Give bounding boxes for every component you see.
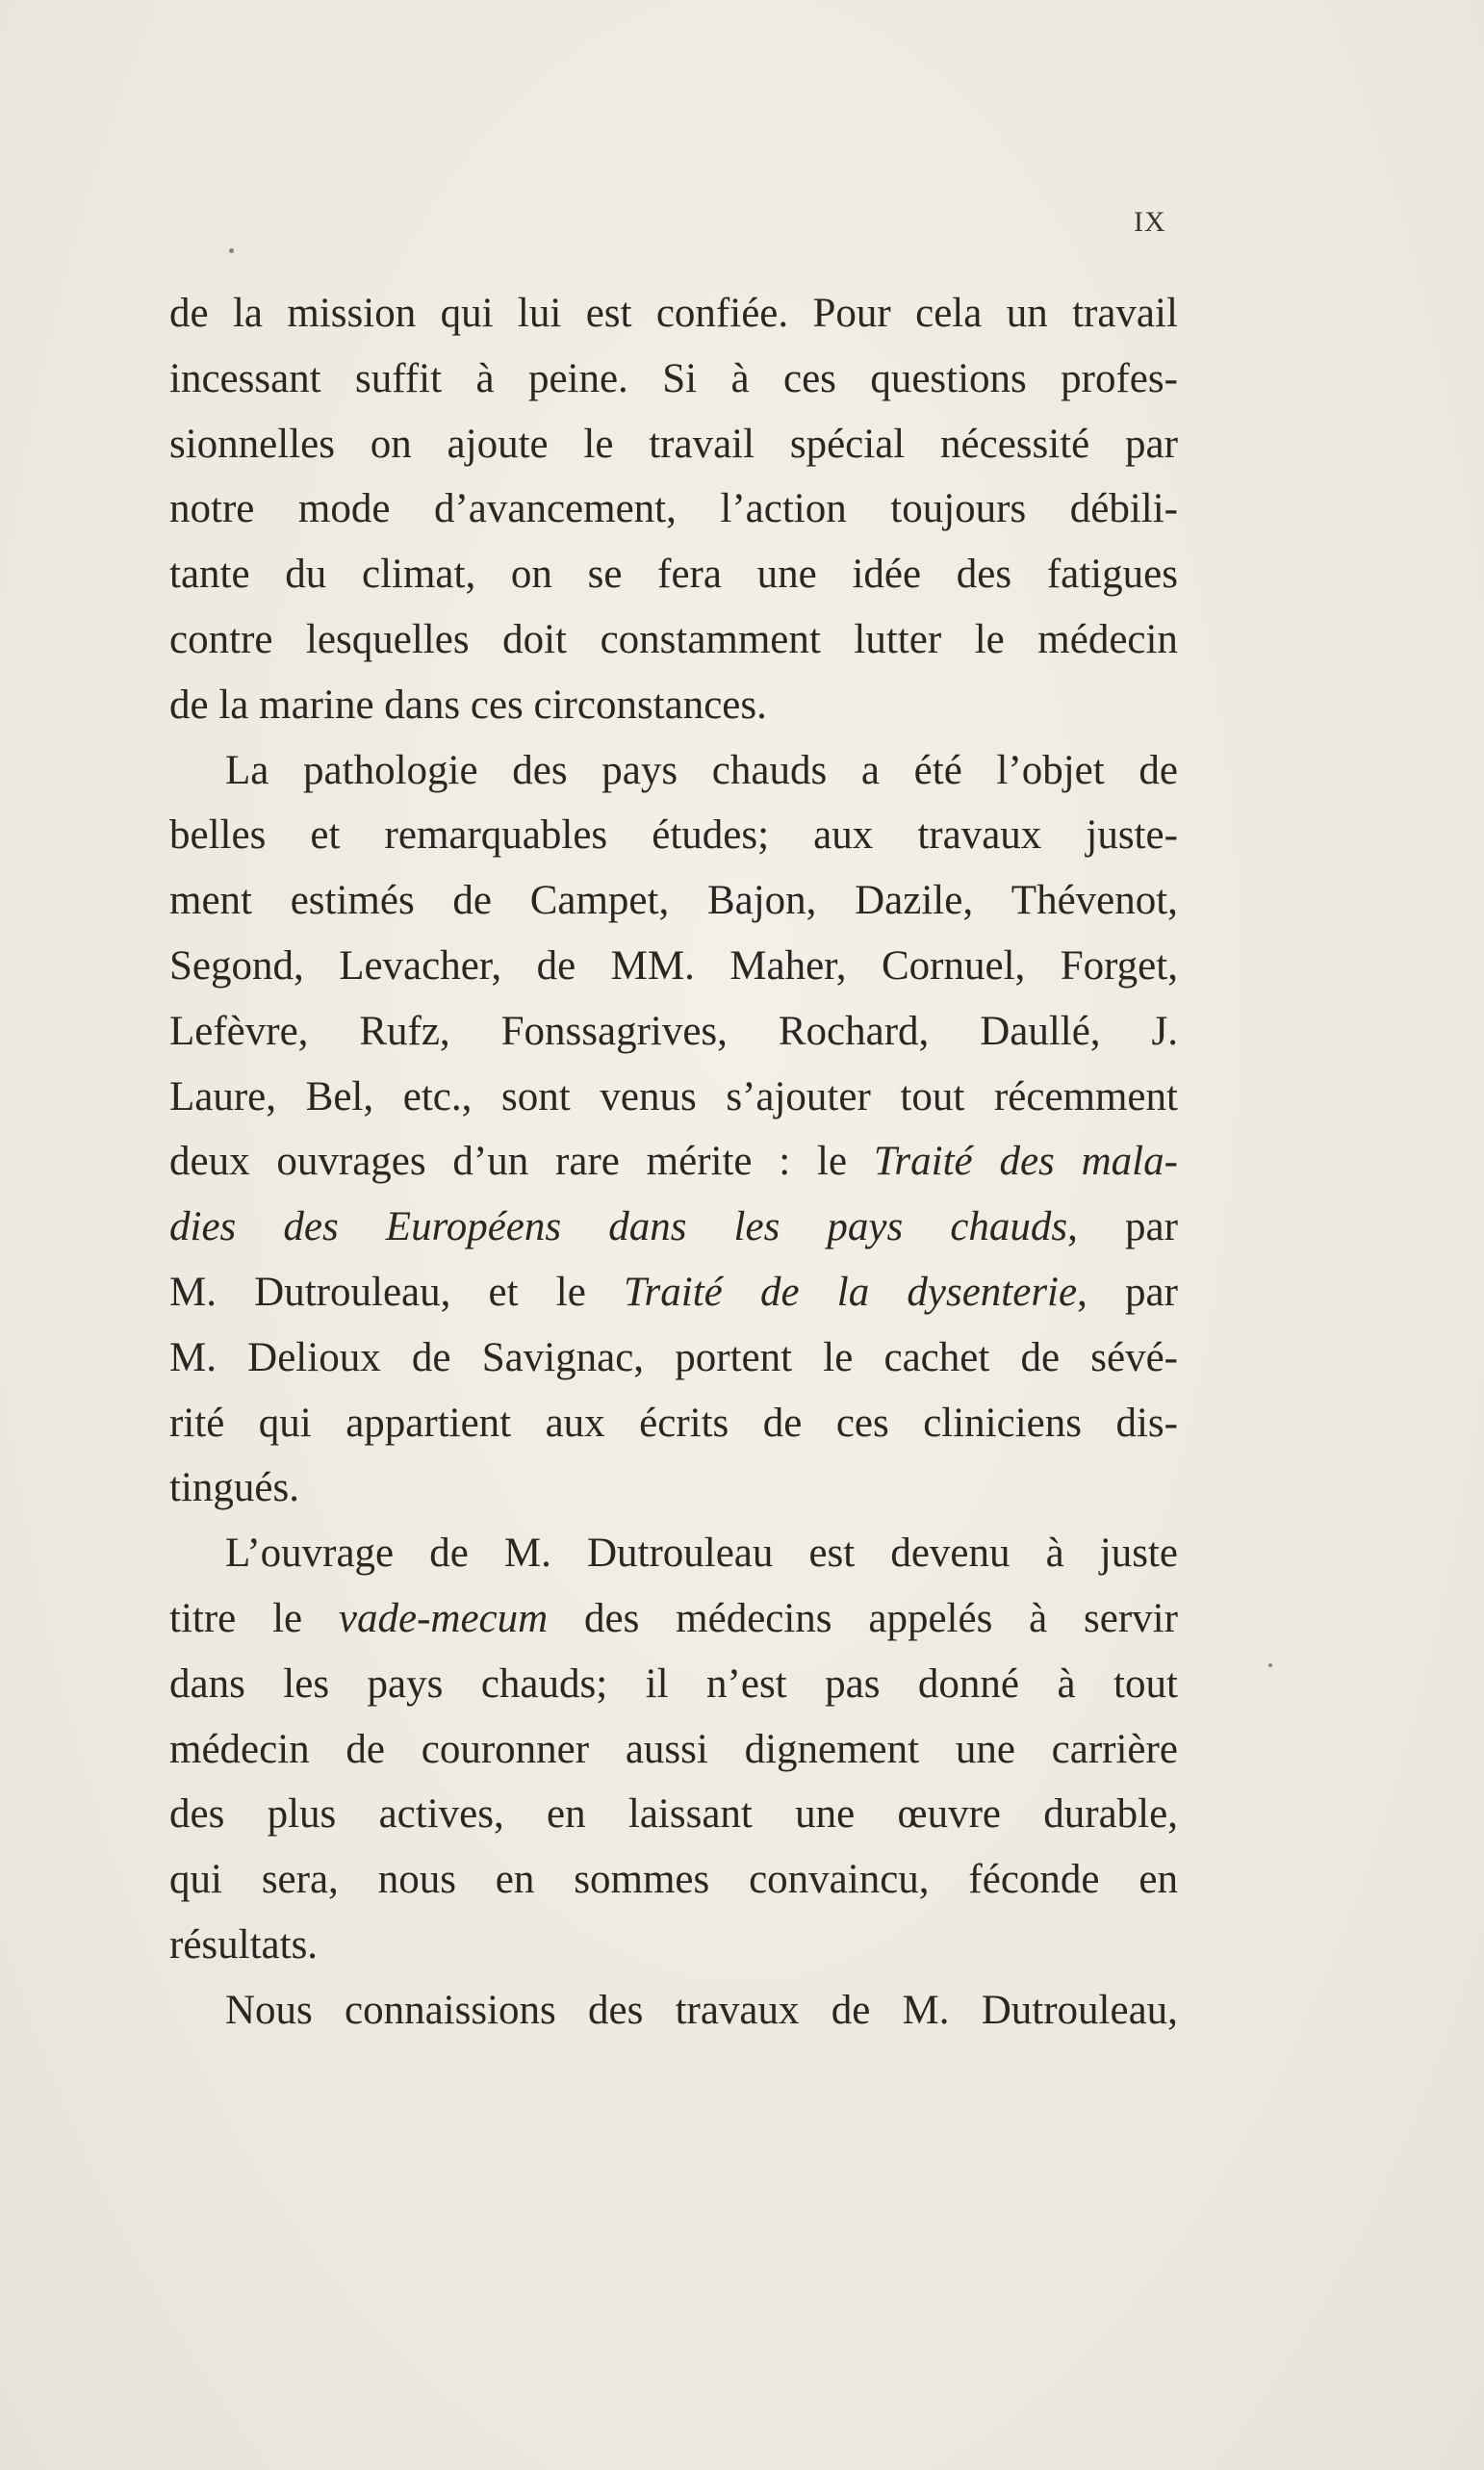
text-line — [169, 1913, 1178, 1978]
word: Savignac, — [481, 1334, 645, 1380]
word: l’action — [720, 486, 847, 532]
body-text — [169, 281, 1178, 2044]
word: pays — [601, 747, 678, 793]
word: du — [285, 552, 327, 598]
word: de — [411, 1334, 451, 1380]
text-line — [169, 1065, 1178, 1130]
word: Européens — [385, 1204, 562, 1250]
text-line — [169, 1129, 1178, 1195]
word: travail — [1072, 291, 1178, 336]
word: sionnelles — [169, 421, 335, 467]
word: Lefèvre, — [169, 1008, 309, 1054]
word: aussi — [625, 1726, 708, 1772]
paper-speck — [229, 248, 234, 253]
word: dans — [384, 682, 461, 728]
word: incessant — [169, 355, 321, 401]
word: Laure, — [169, 1073, 277, 1119]
word: des — [999, 1139, 1055, 1185]
word: été — [913, 747, 962, 793]
word: Levacher, — [339, 942, 502, 989]
page-number: IX — [1134, 206, 1166, 238]
word: chauds — [711, 747, 828, 793]
word: ces — [835, 1400, 889, 1446]
word: se — [587, 552, 623, 598]
word: circonstances. — [533, 682, 767, 728]
text-line — [169, 1782, 1178, 1847]
word: Rufz, — [359, 1008, 450, 1054]
word: Fonssagrives, — [500, 1008, 728, 1054]
word: chauds, — [950, 1204, 1078, 1250]
word: études; — [652, 812, 770, 859]
word: juste — [1099, 1531, 1178, 1577]
text-line — [169, 803, 1178, 868]
word: Thévenot, — [1011, 878, 1178, 924]
word: Campet, — [529, 878, 670, 924]
word: la — [232, 291, 264, 336]
word: des — [169, 1791, 225, 1838]
word: sont — [501, 1073, 571, 1119]
word: féconde — [968, 1857, 1100, 1903]
word: le — [974, 616, 1005, 662]
word: est — [585, 291, 632, 336]
word: juste- — [1086, 812, 1178, 859]
word: écrits — [639, 1400, 729, 1446]
word: mission — [287, 291, 417, 336]
word: de — [831, 1987, 871, 2033]
word: qui — [440, 291, 494, 336]
word: pas — [825, 1660, 881, 1707]
word: Pour — [812, 291, 891, 336]
word: pathologie — [303, 747, 478, 793]
word: tout — [900, 1073, 965, 1119]
word: les — [733, 1204, 780, 1250]
word: connaissions — [345, 1987, 556, 2033]
word: ouvrages — [276, 1139, 426, 1185]
word: le — [272, 1595, 303, 1641]
text-line — [169, 1717, 1178, 1783]
word: récemment — [993, 1073, 1178, 1119]
text-line — [169, 347, 1178, 412]
word: de — [429, 1531, 469, 1577]
word: le — [817, 1139, 848, 1185]
word: M. — [169, 1269, 217, 1315]
word: travaux — [917, 812, 1042, 859]
word: Segond, — [169, 942, 304, 989]
word: tingués. — [169, 1465, 299, 1511]
word: ajoute — [447, 421, 549, 467]
word: devenu — [890, 1531, 1011, 1577]
word: Forget, — [1060, 942, 1178, 989]
word: de — [169, 291, 209, 336]
word: portent — [675, 1334, 793, 1380]
word: contre — [169, 616, 273, 662]
word: couronner — [421, 1726, 590, 1772]
text-line — [169, 1978, 1178, 2044]
word: Traité — [624, 1269, 723, 1315]
text-line — [169, 1652, 1178, 1717]
word: ment — [169, 878, 252, 924]
word: en — [1139, 1857, 1178, 1903]
word: dans — [608, 1204, 687, 1250]
text-line — [169, 1391, 1178, 1456]
word: à — [1045, 1531, 1064, 1577]
word: Delioux — [247, 1334, 381, 1380]
word: d’un — [452, 1139, 529, 1185]
word: cela — [915, 291, 983, 336]
word: tout — [1113, 1660, 1178, 1707]
word: le — [823, 1334, 854, 1380]
word: suffit — [355, 355, 443, 401]
word: débili- — [1069, 486, 1178, 532]
word: MM. — [610, 942, 695, 989]
word: de — [452, 878, 492, 924]
word: Bajon, — [706, 878, 817, 924]
word: dans — [169, 1660, 245, 1707]
word: Maher, — [729, 942, 847, 989]
text-line — [169, 1195, 1178, 1260]
word: fera — [657, 552, 722, 598]
text-line — [169, 1586, 1178, 1652]
word: sommes — [574, 1857, 710, 1903]
word: La — [225, 747, 269, 793]
word: marine — [259, 682, 374, 728]
word: durable, — [1043, 1791, 1178, 1838]
word: profes- — [1061, 355, 1178, 401]
word: questions — [870, 355, 1027, 401]
word: de — [1139, 747, 1178, 793]
word: plus — [267, 1791, 337, 1838]
word: a — [860, 747, 880, 793]
word: lutter — [854, 616, 942, 662]
word: on — [370, 421, 412, 467]
word: actives, — [378, 1791, 504, 1838]
word: rare — [555, 1139, 620, 1185]
text-line — [169, 607, 1178, 673]
word: fatigues — [1046, 552, 1178, 598]
word: travail — [649, 421, 755, 467]
word: dysenterie, — [907, 1269, 1087, 1315]
word: ces — [783, 355, 836, 401]
text-line — [169, 281, 1178, 347]
word: de — [345, 1726, 385, 1772]
word: des — [512, 747, 568, 793]
word: laissant — [627, 1791, 753, 1838]
word: le — [583, 421, 614, 467]
word: M. — [169, 1334, 217, 1380]
text-line — [169, 1455, 1178, 1521]
word: mode — [297, 486, 391, 532]
word: deux — [169, 1139, 250, 1185]
word: œuvre — [897, 1791, 1001, 1838]
word: qui — [258, 1400, 312, 1446]
word: on — [510, 552, 552, 598]
word: mala- — [1081, 1139, 1178, 1185]
word: tante — [169, 552, 250, 598]
word: remarquables — [384, 812, 608, 859]
word: des — [584, 1595, 640, 1641]
word: Nous — [225, 1987, 313, 2033]
word: de — [759, 1269, 800, 1315]
word: en — [547, 1791, 586, 1838]
word: idée — [852, 552, 922, 598]
word: résultats. — [169, 1921, 319, 1968]
word: spécial — [789, 421, 906, 467]
text-line — [169, 542, 1178, 607]
word: de — [536, 942, 576, 989]
word: chauds; — [480, 1660, 608, 1707]
word: sévé- — [1090, 1334, 1178, 1380]
word: des — [956, 552, 1012, 598]
word: venus — [600, 1073, 697, 1119]
word: : — [779, 1139, 791, 1185]
word: aux — [813, 812, 874, 859]
word: le — [555, 1269, 586, 1315]
word: belles — [169, 812, 267, 859]
word: pays — [827, 1204, 904, 1250]
word: J. — [1151, 1008, 1178, 1054]
text-line — [169, 999, 1178, 1065]
word: appartient — [345, 1400, 512, 1446]
word: des — [283, 1204, 339, 1250]
word: dis- — [1115, 1400, 1178, 1446]
word: constamment — [600, 616, 821, 662]
word: par — [1125, 1204, 1178, 1250]
word: médecins — [676, 1595, 832, 1641]
word: une — [795, 1791, 856, 1838]
text-line — [169, 1847, 1178, 1913]
word: Cornuel, — [881, 942, 1026, 989]
word: à — [1029, 1595, 1048, 1641]
word: nous — [377, 1857, 456, 1903]
word: toujours — [890, 486, 1027, 532]
word: lesquelles — [305, 616, 470, 662]
word: Traité — [873, 1139, 973, 1185]
text-line — [169, 934, 1178, 999]
word: convaincu, — [749, 1857, 930, 1903]
paper-speck — [1268, 1663, 1272, 1667]
word: en — [495, 1857, 535, 1903]
word: l’objet — [996, 747, 1105, 793]
word: Rochard, — [778, 1008, 930, 1054]
word: à — [1057, 1660, 1076, 1707]
word: par — [1125, 421, 1178, 467]
word: nécessité — [940, 421, 1090, 467]
word: carrière — [1051, 1726, 1178, 1772]
word: Bel, — [305, 1073, 374, 1119]
word: rité — [169, 1400, 225, 1446]
word: peine. — [527, 355, 628, 401]
word: cliniciens — [923, 1400, 1082, 1446]
word: les — [283, 1660, 330, 1707]
word: aux — [545, 1400, 605, 1446]
word: Daullé, — [980, 1008, 1101, 1054]
word: M. — [902, 1987, 950, 2033]
word: qui — [169, 1857, 222, 1903]
word: notre — [169, 486, 255, 532]
text-line — [169, 673, 1178, 738]
word: vade-mecum — [338, 1595, 549, 1641]
text-line — [169, 738, 1178, 804]
word: la — [836, 1269, 870, 1315]
word: la — [218, 682, 249, 728]
word: climat, — [361, 552, 476, 598]
word: cachet — [883, 1334, 990, 1380]
text-line — [169, 868, 1178, 934]
word: et — [488, 1269, 519, 1315]
word: par — [1125, 1269, 1178, 1315]
word: à — [730, 355, 750, 401]
word: estimés — [290, 878, 415, 924]
word: etc., — [402, 1073, 473, 1119]
word: de — [169, 682, 209, 728]
word: Dutrouleau, — [254, 1269, 451, 1315]
word: Si — [662, 355, 698, 401]
word: à — [475, 355, 495, 401]
word: appelés — [868, 1595, 993, 1641]
text-line — [169, 412, 1178, 477]
word: titre — [169, 1595, 237, 1641]
word: d’avancement, — [433, 486, 677, 532]
word: travaux — [675, 1987, 800, 2033]
word: donné — [917, 1660, 1019, 1707]
word: médecin — [1037, 616, 1178, 662]
word: Dutrouleau, — [981, 1987, 1178, 2033]
word: de — [1020, 1334, 1061, 1380]
word: une — [756, 552, 817, 598]
text-line — [169, 1260, 1178, 1325]
word: M. — [503, 1531, 551, 1577]
word: dignement — [744, 1726, 920, 1772]
word: une — [955, 1726, 1015, 1772]
text-line — [169, 476, 1178, 542]
word: pays — [367, 1660, 444, 1707]
word: Dazile, — [855, 878, 974, 924]
word: confiée. — [655, 291, 789, 336]
word: servir — [1084, 1595, 1178, 1641]
word: est — [808, 1531, 856, 1577]
word: des — [588, 1987, 644, 2033]
word: L’ouvrage — [225, 1531, 395, 1577]
text-line — [169, 1325, 1178, 1391]
word: il — [645, 1660, 669, 1707]
text-line — [169, 1521, 1178, 1586]
word: de — [762, 1400, 803, 1446]
word: un — [1006, 291, 1048, 336]
word: dies — [169, 1204, 237, 1250]
word: doit — [502, 616, 568, 662]
word: ces — [470, 682, 524, 728]
word: s’ajouter — [726, 1073, 871, 1119]
word: lui — [517, 291, 562, 336]
word: médecin — [169, 1726, 310, 1772]
word: mérite — [646, 1139, 753, 1185]
word: et — [310, 812, 341, 859]
word: n’est — [706, 1660, 787, 1707]
word: Dutrouleau — [586, 1531, 774, 1577]
word: sera, — [261, 1857, 339, 1903]
